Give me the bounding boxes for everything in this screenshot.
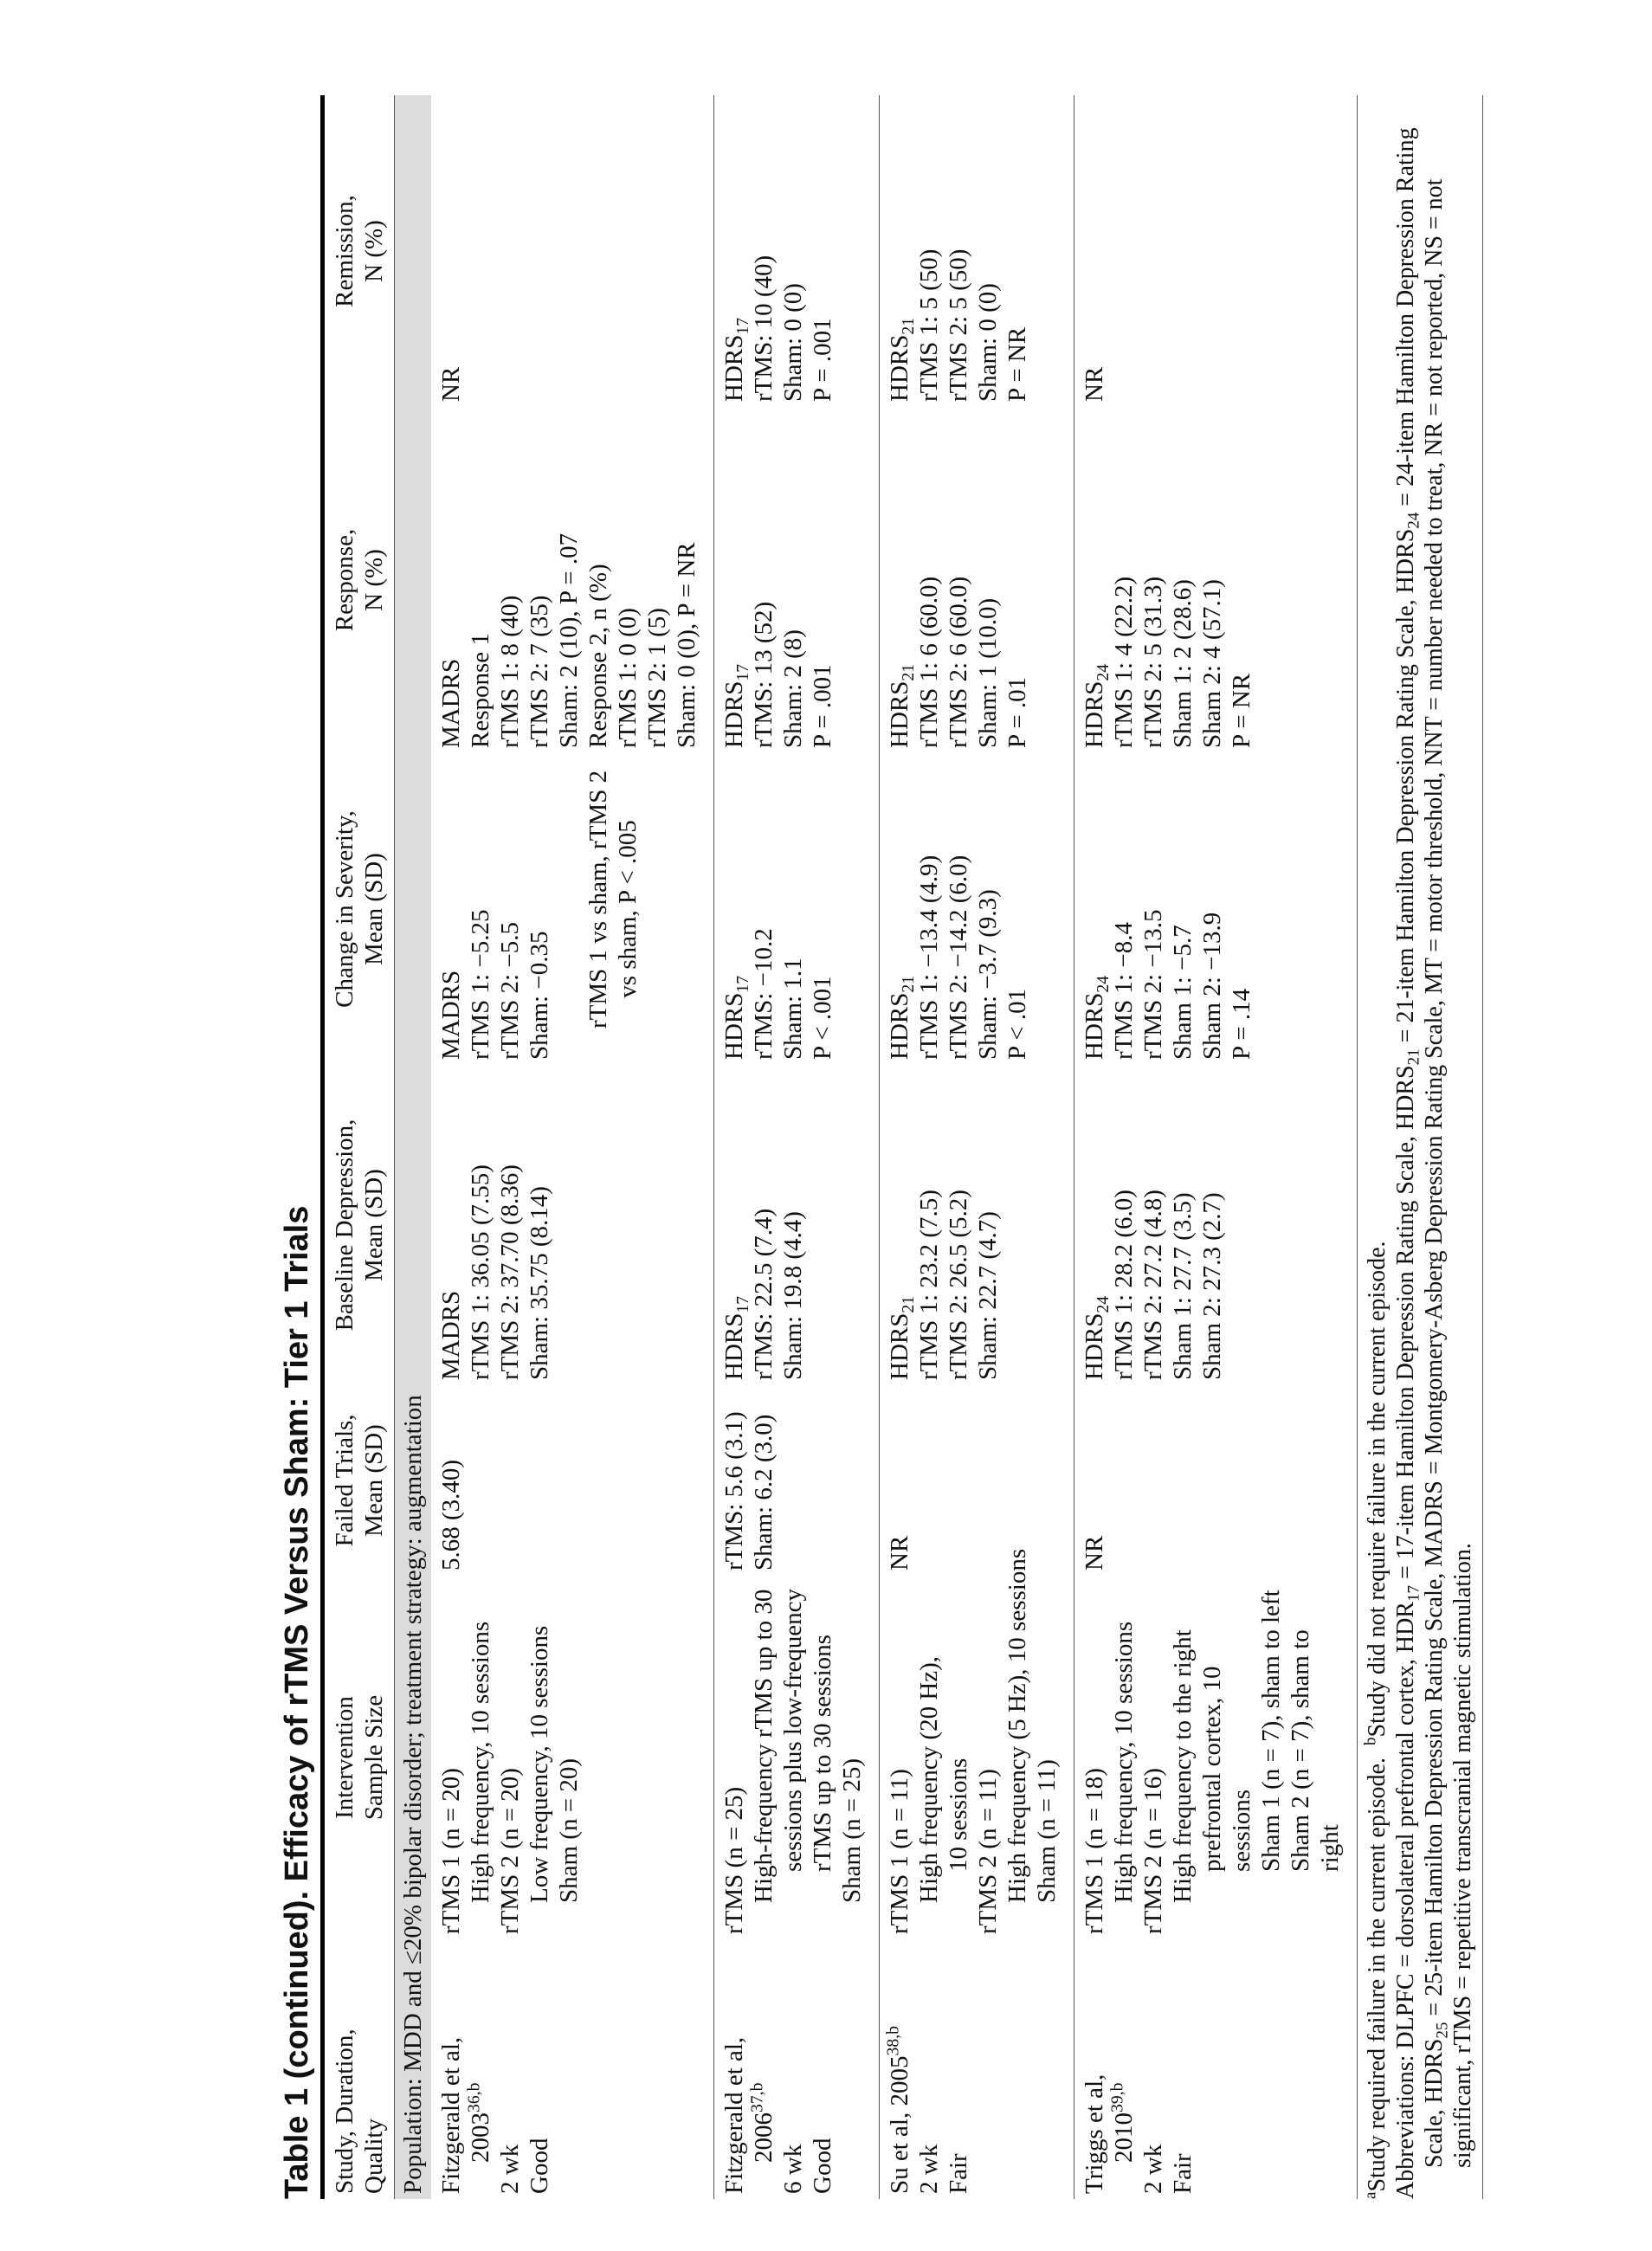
cell-line: P = .01 — [1003, 676, 1031, 748]
failed-cell — [431, 1385, 714, 1576]
response-cell — [1074, 407, 1358, 753]
ref-sup: 36,b — [464, 2082, 484, 2112]
change-cell — [880, 753, 1074, 1065]
cell-line: High frequency, 10 sessions — [467, 1621, 494, 1903]
col-header-study-l1: Study, Duration, — [331, 2028, 358, 2194]
table-row — [714, 95, 880, 2199]
col-header-intervention-l1: Intervention — [331, 1696, 358, 1819]
table-page — [277, 95, 1483, 2199]
footnote-a-text: Study required failure in the current episode. — [1364, 1758, 1391, 2192]
change-cell — [714, 753, 880, 1065]
col-header-study — [325, 1939, 395, 2199]
bottom-rule — [1482, 95, 1483, 2199]
scale-sub: 24 — [1093, 663, 1113, 681]
footnote-b-mark: b — [1361, 1737, 1380, 1746]
abbrev-text: Abbreviations: DLPFC = dorsolateral prefrontal cortex, HDR — [1392, 1602, 1419, 2199]
cell-line: rTMS 1: 0 (0) — [614, 608, 642, 748]
cell-line: High frequency (20 Hz), — [915, 1655, 943, 1903]
col-header-failed — [325, 1385, 395, 1576]
cell-line: Sham: 0 (0), P = NR — [673, 542, 700, 748]
cell-line: rTMS up to 30 sessions — [809, 1635, 836, 1872]
study-name: Fitzgerald et al, — [720, 2036, 748, 2194]
cell-line: NR — [886, 1535, 913, 1571]
table-footnotes — [1357, 95, 1477, 2199]
cell-line: rTMS 2: 37.70 (8.36) — [496, 1164, 524, 1380]
cell-line: Sham: 2 (8) — [779, 629, 807, 748]
cell-line: Sham 1 (n = 7), sham to left — [1257, 1590, 1285, 1872]
scale-sub: 21 — [898, 975, 918, 993]
cell-line: rTMS 2: 7 (35) — [526, 595, 553, 748]
baseline-cell — [1074, 1065, 1358, 1385]
failed-cell — [714, 1385, 880, 1576]
scale-sub: 24 — [1093, 975, 1113, 993]
cell-line: rTMS 2 (n = 20) — [496, 1768, 524, 1934]
cell-line: High frequency, 10 sessions — [1110, 1621, 1138, 1903]
cell-line: Sham: 35.75 (8.14) — [526, 1186, 553, 1380]
cell-line: Sham 2: 4 (57.1) — [1198, 579, 1226, 748]
cell-line: rTMS 1: 28.2 (6.0) — [1110, 1190, 1138, 1380]
intervention-cell — [431, 1576, 714, 1939]
col-header-intervention — [325, 1576, 395, 1939]
header-row — [325, 95, 395, 2199]
study-name: Fitzgerald et al, — [437, 2036, 465, 2194]
col-header-failed-l2: Mean (SD) — [360, 1424, 388, 1537]
col-header-change-l2: Mean (SD) — [360, 853, 388, 965]
population-row — [395, 95, 432, 2199]
cell-line: rTMS: 10 (40) — [750, 255, 778, 402]
col-header-baseline-l1: Baseline Depression, — [331, 1119, 358, 1332]
scale-sub: 17 — [732, 975, 752, 993]
cell-line: High-frequency rTMS up to 30 — [750, 1589, 778, 1903]
cell-line: Sham: 6.2 (3.0) — [750, 1414, 778, 1571]
baseline-cell — [880, 1065, 1074, 1385]
cell-line: Response 1 — [467, 633, 494, 748]
cell-line: P < .001 — [809, 976, 836, 1060]
intervention-cell — [714, 1576, 880, 1939]
cell-line: rTMS 2: 1 (5) — [643, 608, 671, 748]
change-cell — [431, 753, 714, 1065]
study-duration: 2 wk — [915, 2144, 943, 2194]
study-quality: Good — [526, 2138, 553, 2194]
cell-line: rTMS 2: −13.5 — [1139, 909, 1167, 1060]
cell-line: rTMS 2 (n = 11) — [974, 1769, 1002, 1934]
col-header-failed-l1: Failed Trials, — [331, 1414, 358, 1547]
cell-line: 10 sessions — [945, 1758, 972, 1872]
remission-cell — [714, 95, 880, 407]
cell-line: rTMS: 22.5 (7.4) — [750, 1208, 778, 1380]
cell-line: rTMS: 13 (52) — [750, 601, 778, 748]
cell-line: P = .14 — [1228, 988, 1255, 1060]
cell-line: Sham 2: 27.3 (2.7) — [1198, 1192, 1226, 1380]
scale-text: HDRS — [886, 1313, 913, 1380]
efficacy-table — [325, 95, 1357, 2199]
year-text: 2010 — [1110, 2112, 1138, 2163]
col-header-baseline — [325, 1065, 395, 1385]
scale-line — [720, 758, 752, 1060]
col-header-response-l2: N (%) — [360, 549, 388, 611]
scale-text: HDRS — [720, 992, 748, 1060]
cell-line: rTMS 2: 27.2 (4.8) — [1139, 1190, 1167, 1380]
study-year — [749, 1945, 778, 2194]
cell-line: rTMS 2: −5.5 — [496, 922, 524, 1060]
cell-line: Sham: 19.8 (4.4) — [779, 1211, 807, 1380]
study-quality: Good — [809, 2138, 836, 2194]
cell-line: rTMS 2: 5 (50) — [945, 248, 972, 402]
cell-line: Sham 1: 2 (28.6) — [1169, 579, 1197, 748]
cell-line: rTMS 1: 23.2 (7.5) — [915, 1190, 943, 1380]
col-header-intervention-l2: Sample Size — [360, 1694, 388, 1821]
footnote-ab — [1363, 95, 1391, 2199]
col-header-baseline-l2: Mean (SD) — [360, 1169, 388, 1281]
remission-cell — [880, 95, 1074, 407]
scale-text: HDRS — [886, 992, 913, 1060]
cell-line: MADRS — [437, 970, 465, 1060]
cell-line: NR — [437, 366, 465, 402]
study-duration: 2 wk — [496, 2144, 524, 2194]
cell-line: Sham: −3.7 (9.3) — [974, 889, 1002, 1060]
col-header-response — [325, 407, 395, 753]
scale-line — [1080, 412, 1113, 748]
cell-line: rTMS 2: 5 (31.3) — [1139, 576, 1167, 748]
col-header-study-l2: Quality — [360, 2119, 388, 2194]
cell-line: rTMS 2 (n = 16) — [1139, 1768, 1167, 1934]
baseline-cell — [714, 1065, 880, 1385]
remission-cell — [431, 95, 714, 407]
cell-line: High frequency (5 Hz), 10 sessions — [1003, 1548, 1031, 1903]
cell-line: rTMS 1: 36.05 (7.55) — [467, 1164, 494, 1380]
cell-line: NR — [1081, 366, 1108, 402]
response-cell — [714, 407, 880, 753]
response-cell — [431, 407, 714, 753]
cell-line: rTMS 1: 4 (22.2) — [1110, 576, 1138, 748]
scale-sub: 17 — [732, 663, 752, 681]
ref-sup: 39,b — [1107, 2082, 1127, 2112]
cell-line: Sham (n = 20) — [555, 1758, 583, 1903]
scale-sub: 21 — [898, 1295, 918, 1313]
abbrev-sub: 17 — [1404, 1584, 1423, 1603]
population-label: Population: MDD and ≤20% bipolar disorder; treatment strategy: augmentation — [395, 95, 432, 2199]
cell-line: Sham 2 (n = 7), sham to right — [1287, 1629, 1344, 1872]
scale-sub: 21 — [898, 663, 918, 681]
failed-cell — [880, 1385, 1074, 1576]
table-row — [431, 95, 714, 2199]
footnote-abbreviations — [1391, 95, 1477, 2199]
scale-line — [1080, 758, 1113, 1060]
cell-line: rTMS 1: −8.4 — [1110, 922, 1138, 1060]
cell-line: Sham (n = 11) — [1033, 1759, 1061, 1903]
scale-text: HDRS — [1081, 1313, 1108, 1380]
cell-line: Low frequency, 10 sessions — [526, 1625, 553, 1903]
cell-line: Sham (n = 25) — [838, 1758, 866, 1903]
cell-line: rTMS 1 (n = 11) — [886, 1769, 913, 1934]
remission-cell — [1074, 95, 1358, 407]
year-text: 2006 — [750, 2112, 778, 2163]
scale-text: HDRS — [886, 680, 913, 748]
study-cell — [880, 1939, 1074, 2199]
cell-line: rTMS: 5.6 (3.1) — [720, 1411, 748, 1571]
cell-line: rTMS 1 vs sham, rTMS 2 — [584, 770, 612, 1029]
cell-line: P = .001 — [809, 318, 836, 402]
scale-line — [885, 412, 918, 748]
scale-text: HDRS — [720, 1313, 748, 1380]
cell-line: vs sham, P < .005 — [614, 820, 642, 998]
response-cell — [880, 407, 1074, 753]
scale-line — [720, 1070, 752, 1380]
cell-line: prefrontal cortex, 10 sessions — [1198, 1666, 1255, 1872]
study-name: Triggs et al, — [1081, 2074, 1108, 2194]
cell-line: Sham: 22.7 (4.7) — [974, 1211, 1002, 1380]
study-cell — [714, 1939, 880, 2199]
abbrev-text: = 25-item Hamilton Depression Rating Scale, MADRS = Montgomery-Asberg Depression Rating Scale, MT = motor threshold, NNT = number needed to treat, NR = not reported, NS = not significant, rTMS = repetitive transcranial magnetic stimulation. — [1421, 178, 1476, 2168]
study-year — [466, 1945, 495, 2194]
scale-sub: 17 — [732, 1295, 752, 1313]
cell-line: NR — [1081, 1535, 1108, 1571]
cell-line: rTMS 1: −5.25 — [467, 909, 494, 1060]
scale-text: HDRS — [1081, 992, 1108, 1060]
cell-line: 5.68 (3.40) — [437, 1459, 465, 1571]
study-duration: 2 wk — [1139, 2144, 1167, 2194]
spacer — [554, 758, 584, 1060]
study-name-text: Su et al, 2005 — [886, 2055, 913, 2194]
col-header-remission-l1: Remission, — [331, 195, 358, 307]
cell-line: Sham 1: 27.7 (3.5) — [1169, 1192, 1197, 1380]
cell-line: P = NR — [1228, 673, 1255, 748]
scale-text: HDRS — [720, 680, 748, 748]
scale-sub: 21 — [898, 317, 918, 335]
cell-line: rTMS 2: 6 (60.0) — [945, 576, 972, 748]
intervention-cell — [1074, 1576, 1358, 1939]
col-header-change — [325, 753, 395, 1065]
change-cell — [1074, 753, 1358, 1065]
col-header-remission — [325, 95, 395, 407]
cell-line: MADRS — [437, 658, 465, 748]
cell-line: rTMS 2: 26.5 (5.2) — [945, 1190, 972, 1380]
scale-text: HDRS — [886, 334, 913, 402]
abbrev-sub: 25 — [1433, 2022, 1452, 2039]
abbrev-text: = 24-item Hamilton Depression Rating Scale, HDRS — [1392, 127, 1448, 2168]
cell-line: Sham: 1 (10.0) — [974, 597, 1002, 748]
study-cell — [1074, 1939, 1358, 2199]
cell-line: Sham: 0 (0) — [779, 283, 807, 402]
abbrev-text: = 21-item Hamilton Depression Rating Scale, HDRS — [1392, 528, 1419, 1049]
ref-sup: 37,b — [747, 2082, 767, 2112]
scale-text: HDRS — [720, 334, 748, 402]
study-cell — [431, 1939, 714, 2199]
cell-line: rTMS: −10.2 — [750, 928, 778, 1060]
cell-line: High frequency to the right — [1169, 1629, 1197, 1903]
scale-text: HDRS — [1081, 680, 1108, 748]
table-row — [880, 95, 1074, 2199]
year-text: 2003 — [467, 2112, 494, 2163]
baseline-cell — [431, 1065, 714, 1385]
scale-sub: 24 — [1093, 1295, 1113, 1313]
cell-line: Sham: −0.35 — [526, 931, 553, 1060]
cell-line: rTMS 1: 8 (40) — [496, 595, 524, 748]
scale-line — [885, 758, 918, 1060]
cell-line: rTMS 1 (n = 18) — [1081, 1768, 1108, 1934]
cell-line: P = .001 — [809, 664, 836, 748]
scale-line — [885, 100, 918, 402]
footnote-a-mark: a — [1361, 2191, 1380, 2199]
abbrev-sub: 24 — [1404, 512, 1423, 529]
scale-sub: 17 — [732, 317, 752, 335]
cell-line: P = NR — [1003, 326, 1031, 402]
cell-line: Response 2, n (%) — [584, 564, 612, 748]
study-duration: 6 wk — [779, 2144, 807, 2194]
table-row — [1074, 95, 1358, 2199]
scale-line — [885, 1070, 918, 1380]
cell-line: Sham: 0 (0) — [974, 283, 1002, 402]
cell-line: Sham 1: −5.7 — [1169, 925, 1197, 1060]
table-title: Table 1 (continued). Efficacy of rTMS Versus Sham: Tier 1 Trials — [279, 1205, 315, 2199]
cell-line: rTMS (n = 25) — [720, 1786, 748, 1934]
cell-line: Sham 2: −13.9 — [1198, 912, 1226, 1060]
cell-line: sessions plus low-frequency — [779, 1588, 807, 1872]
col-header-remission-l2: N (%) — [360, 220, 388, 282]
col-header-change-l1: Change in Severity, — [331, 810, 358, 1008]
cell-line: MADRS — [437, 1290, 465, 1380]
study-quality: Fair — [1169, 2153, 1197, 2194]
ref-sup: 38,b — [883, 2026, 903, 2056]
scale-line — [720, 100, 752, 402]
cell-line: P < .01 — [1003, 988, 1031, 1060]
abbrev-sub: 21 — [1404, 1048, 1423, 1066]
study-name — [885, 1945, 914, 2194]
footnote-b-text: Study did not require failure in the current episode. — [1364, 1241, 1391, 1738]
scale-line — [1080, 1070, 1113, 1380]
study-quality: Fair — [945, 2153, 972, 2194]
cell-line: rTMS 1: −13.4 (4.9) — [915, 855, 943, 1060]
cell-line: rTMS 1: 6 (60.0) — [915, 576, 943, 748]
cell-line: Sham: 2 (10), P = .07 — [555, 532, 583, 748]
study-year — [1109, 1945, 1139, 2194]
cell-line: rTMS 1 (n = 20) — [437, 1768, 465, 1934]
failed-cell — [1074, 1385, 1358, 1576]
cell-line: Sham: 1.1 — [779, 958, 807, 1060]
scale-line — [720, 412, 752, 748]
abbrev-text: = 17-item Hamilton Depression Rating Scale, HDRS — [1392, 1065, 1419, 1585]
cell-line: rTMS 2: −14.2 (6.0) — [945, 855, 972, 1060]
cell-line: rTMS 1: 5 (50) — [915, 248, 943, 402]
col-header-response-l1: Response, — [331, 528, 358, 632]
